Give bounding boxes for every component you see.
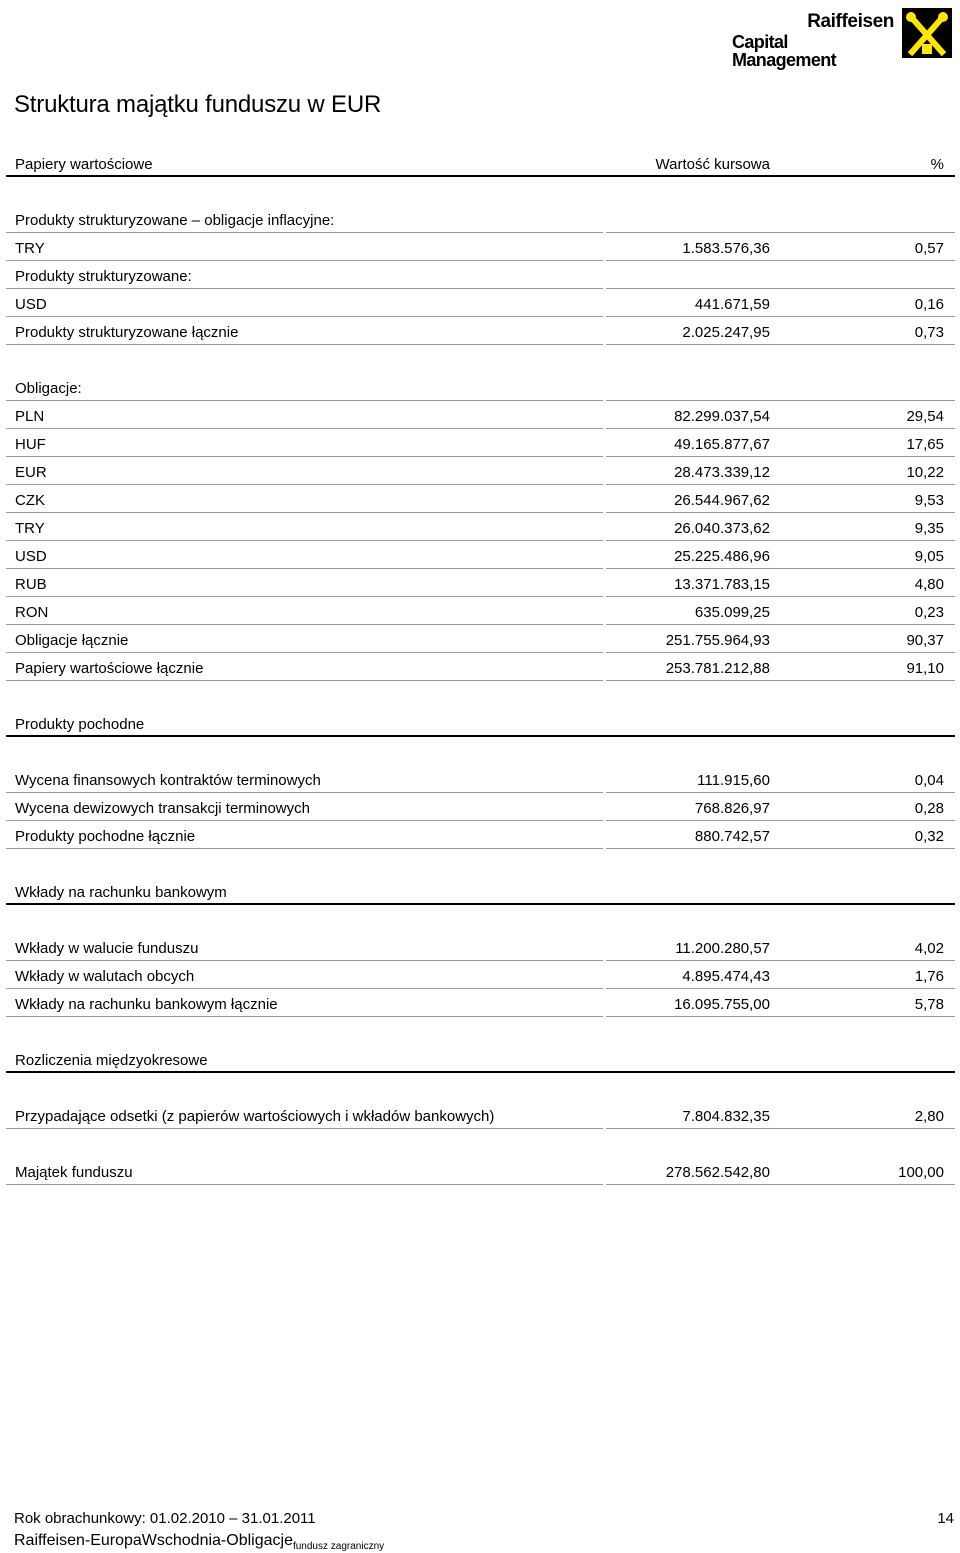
fund-name-subscript: fundusz zagraniczny <box>292 1541 385 1552</box>
row-label: Wycena dewizowych transakcji terminowych <box>15 800 310 817</box>
row-percent: 0,32 <box>914 828 944 845</box>
table-row <box>6 373 955 401</box>
header-securities: Papiery wartościowe <box>15 156 153 173</box>
row-label: Produkty strukturyzowane: <box>15 268 192 285</box>
row-percent: 4,02 <box>914 940 944 957</box>
spacer <box>6 345 955 373</box>
row-label: Wycena finansowych kontraktów terminowych <box>15 772 321 789</box>
row-percent: 0,28 <box>914 800 944 817</box>
row-value: 251.755.964,93 <box>665 632 770 649</box>
table-row <box>6 765 955 793</box>
table-row <box>6 233 955 261</box>
spacer <box>6 849 955 877</box>
row-percent: 0,16 <box>914 296 944 313</box>
row-label: Wkłady w walutach obcych <box>15 968 195 985</box>
fiscal-year-label: Rok obrachunkowy: 01.02.2010 – 31.01.2011 <box>14 1510 316 1527</box>
logo-wordmark <box>732 12 894 69</box>
row-percent: 9,53 <box>914 492 944 509</box>
table-row <box>6 793 955 821</box>
row-value: 25.225.486,96 <box>674 548 770 565</box>
row-percent: 17,65 <box>906 436 944 453</box>
table-row <box>6 961 955 989</box>
fund-name-main: Raiffeisen-EuropaWschodnia-Obligacje <box>14 1532 293 1549</box>
row-percent: 5,78 <box>914 996 944 1013</box>
row-label: Produkty strukturyzowane – obligacje inflacyjne: <box>15 212 335 229</box>
row-percent: 91,10 <box>906 660 944 677</box>
row-value: 441.671,59 <box>694 296 770 313</box>
section-title: Wkłady na rachunku bankowym <box>15 884 227 901</box>
row-label: PLN <box>15 408 45 425</box>
row-value: 26.544.967,62 <box>674 492 770 509</box>
table-row-total <box>6 317 955 345</box>
table-row-total <box>6 821 955 849</box>
table-row <box>6 513 955 541</box>
row-value: 278.562.542,80 <box>665 1164 770 1181</box>
row-label: USD <box>15 548 47 565</box>
table-row <box>6 1101 955 1129</box>
fund-name <box>14 1532 384 1552</box>
company-logo <box>732 6 952 70</box>
row-value: 635.099,25 <box>694 604 770 621</box>
row-value: 880.742,57 <box>694 828 770 845</box>
table-row <box>6 569 955 597</box>
table-row <box>6 289 955 317</box>
spacer <box>6 681 955 709</box>
row-label: Obligacje łącznie <box>15 632 129 649</box>
row-percent: 0,73 <box>914 324 944 341</box>
section-title: Rozliczenia międzyokresowe <box>15 1052 208 1069</box>
section-title: Produkty pochodne <box>15 716 145 733</box>
page-number: 14 <box>937 1510 954 1527</box>
row-label: CZK <box>15 492 45 509</box>
spacer <box>6 737 955 765</box>
spacer <box>6 1073 955 1101</box>
row-value: 11.200.280,57 <box>675 940 770 957</box>
row-value: 26.040.373,62 <box>674 520 770 537</box>
spacer <box>6 1129 955 1157</box>
table-row <box>6 457 955 485</box>
row-label: RON <box>15 604 49 621</box>
table-row <box>6 597 955 625</box>
logo-line-1: Raiffeisen <box>807 11 894 32</box>
table-row-total <box>6 653 955 681</box>
row-label: Wkłady na rachunku bankowym łącznie <box>15 996 278 1013</box>
row-percent: 10,22 <box>906 464 944 481</box>
table-row <box>6 205 955 233</box>
raiffeisen-gable-cross-icon <box>902 8 952 58</box>
section-header <box>6 1045 955 1073</box>
assets-table <box>6 149 955 1185</box>
row-percent: 9,05 <box>914 548 944 565</box>
row-percent: 9,35 <box>914 520 944 537</box>
row-label: Produkty pochodne łącznie <box>15 828 196 845</box>
row-value: 82.299.037,54 <box>674 408 770 425</box>
table-row <box>6 261 955 289</box>
row-percent: 0,04 <box>914 772 944 789</box>
row-percent: 1,76 <box>914 968 944 985</box>
row-label: TRY <box>15 520 45 537</box>
table-row-total <box>6 625 955 653</box>
row-value: 49.165.877,67 <box>674 436 770 453</box>
row-label: Majątek funduszu <box>15 1164 133 1181</box>
row-label: TRY <box>15 240 45 257</box>
row-value: 4.895.474,43 <box>682 968 770 985</box>
header-percent: % <box>930 156 944 173</box>
spacer <box>6 177 955 205</box>
section-header <box>6 709 955 737</box>
row-label: Wkłady w walucie funduszu <box>15 940 199 957</box>
logo-line-2: Capital Management <box>732 32 837 70</box>
table-row <box>6 541 955 569</box>
row-label: Papiery wartościowe łącznie <box>15 660 204 677</box>
row-value: 1.583.576,36 <box>682 240 770 257</box>
table-row <box>6 933 955 961</box>
row-value: 111.915,60 <box>697 772 770 789</box>
row-label: Obligacje: <box>15 380 82 397</box>
row-value: 28.473.339,12 <box>674 464 770 481</box>
table-row <box>6 429 955 457</box>
row-value: 7.804.832,35 <box>682 1108 770 1125</box>
row-percent: 90,37 <box>906 632 944 649</box>
table-row <box>6 401 955 429</box>
spacer <box>6 1017 955 1045</box>
row-value: 13.371.783,15 <box>674 576 770 593</box>
row-label: Przypadające odsetki (z papierów wartościowych i wkładów bankowych) <box>15 1108 495 1125</box>
row-label: USD <box>15 296 47 313</box>
row-value: 16.095.755,00 <box>674 996 770 1013</box>
row-percent: 4,80 <box>914 576 944 593</box>
header-market-value: Wartość kursowa <box>655 156 770 173</box>
row-label: RUB <box>15 576 47 593</box>
row-label: Produkty strukturyzowane łącznie <box>15 324 239 341</box>
table-row-total <box>6 989 955 1017</box>
page-title: Struktura majątku funduszu w EUR <box>14 91 382 118</box>
row-value: 768.826,97 <box>694 800 770 817</box>
row-label: EUR <box>15 464 47 481</box>
table-header <box>6 149 955 177</box>
row-percent: 100,00 <box>898 1164 944 1181</box>
spacer <box>6 905 955 933</box>
row-value: 2.025.247,95 <box>682 324 770 341</box>
row-percent: 0,57 <box>914 240 944 257</box>
row-percent: 2,80 <box>914 1108 944 1125</box>
row-percent: 0,23 <box>914 604 944 621</box>
table-row <box>6 485 955 513</box>
row-label: HUF <box>15 436 46 453</box>
table-row-grand-total <box>6 1157 955 1185</box>
row-percent: 29,54 <box>906 408 944 425</box>
section-header <box>6 877 955 905</box>
row-value: 253.781.212,88 <box>665 660 770 677</box>
